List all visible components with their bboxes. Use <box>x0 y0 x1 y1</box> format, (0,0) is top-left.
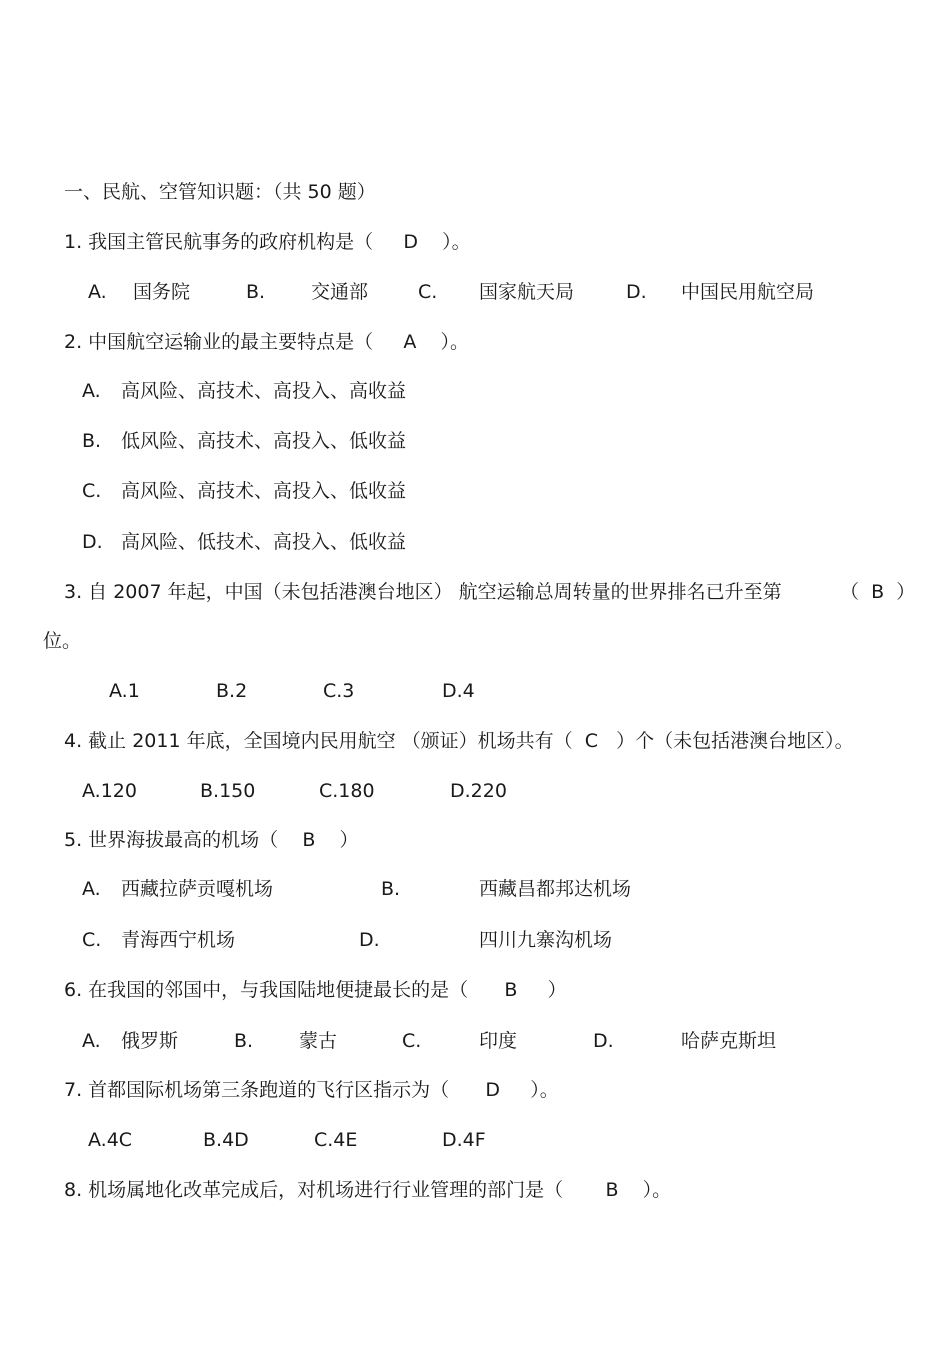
q4-option-b: B.150 <box>200 780 256 802</box>
q1-option-a-text: 国务院 <box>133 281 191 303</box>
q2-option-c-label: C. <box>82 480 102 502</box>
q6-option-d-text: 哈萨克斯坦 <box>681 1030 777 1052</box>
question-3-tail: 位。 <box>43 630 82 652</box>
q4-option-a: A.120 <box>82 780 137 802</box>
q3-option-b: B.2 <box>216 680 248 702</box>
section-title: 一、民航、空管知识题：（共 50 题） <box>64 181 376 203</box>
q3-option-d: D.4 <box>442 680 475 702</box>
q7-option-a: A.4C <box>88 1129 133 1151</box>
question-3-answer: （ B ） <box>840 581 916 603</box>
q5-option-b-label: B. <box>381 878 401 900</box>
q1-option-d-label: D. <box>626 281 647 303</box>
q4-option-d: D.220 <box>450 780 507 802</box>
q2-option-d-text: 高风险、低技术、高投入、低收益 <box>121 531 407 553</box>
q1-option-b-label: B. <box>246 281 266 303</box>
question-4-stem: 4. 截止 2011 年底，全国境内民用航空 （颁证）机场共有（ C ）个（未包括港澳台地区）。 <box>64 730 854 752</box>
q6-option-b-text: 蒙古 <box>299 1030 338 1052</box>
q5-option-d-label: D. <box>359 929 380 951</box>
q1-option-a-label: A. <box>88 281 107 303</box>
q2-option-b-text: 低风险、高技术、高投入、低收益 <box>121 430 407 452</box>
q7-option-c: C.4E <box>314 1129 358 1151</box>
q1-option-c-text: 国家航天局 <box>479 281 575 303</box>
q1-option-c-label: C. <box>418 281 438 303</box>
q5-option-d-text: 四川九寨沟机场 <box>479 929 613 951</box>
question-8-stem: 8. 机场属地化改革完成后，对机场进行行业管理的部门是（ B ）。 <box>64 1179 672 1201</box>
q6-option-d-label: D. <box>593 1030 614 1052</box>
q4-option-c: C.180 <box>319 780 375 802</box>
q5-option-a-text: 西藏拉萨贡嘎机场 <box>121 878 274 900</box>
q7-option-d: D.4F <box>442 1129 486 1151</box>
q2-option-d-label: D. <box>82 531 103 553</box>
q1-option-d-text: 中国民用航空局 <box>681 281 815 303</box>
q2-option-a-text: 高风险、高技术、高投入、高收益 <box>121 380 407 402</box>
q7-option-b: B.4D <box>203 1129 249 1151</box>
q1-option-b-text: 交通部 <box>311 281 369 303</box>
q2-option-b-label: B. <box>82 430 102 452</box>
question-1-stem: 1. 我国主管民航事务的政府机构是（ D ）。 <box>64 231 471 253</box>
q6-option-c-label: C. <box>402 1030 422 1052</box>
q6-option-b-label: B. <box>234 1030 254 1052</box>
q5-option-c-label: C. <box>82 929 102 951</box>
q2-option-c-text: 高风险、高技术、高投入、低收益 <box>121 480 407 502</box>
q6-option-a-label: A. <box>82 1030 101 1052</box>
question-6-stem: 6. 在我国的邻国中，与我国陆地便捷最长的是（ B ） <box>64 979 567 1001</box>
question-7-stem: 7. 首都国际机场第三条跑道的飞行区指示为（ D ）。 <box>64 1079 559 1101</box>
question-3-stem: 3. 自 2007 年起，中国（未包括港澳台地区） 航空运输总周转量的世界排名已升至第 <box>64 581 782 603</box>
question-2-stem: 2. 中国航空运输业的最主要特点是（ A ）。 <box>64 331 470 353</box>
q6-option-a-text: 俄罗斯 <box>121 1030 179 1052</box>
q5-option-c-text: 青海西宁机场 <box>121 929 236 951</box>
q3-option-c: C.3 <box>323 680 355 702</box>
q5-option-b-text: 西藏昌都邦达机场 <box>479 878 632 900</box>
q3-option-a: A.1 <box>109 680 140 702</box>
q6-option-c-text: 印度 <box>479 1030 518 1052</box>
q2-option-a-label: A. <box>82 380 101 402</box>
q5-option-a-label: A. <box>82 878 101 900</box>
question-5-stem: 5. 世界海拔最高的机场（ B ） <box>64 829 359 851</box>
